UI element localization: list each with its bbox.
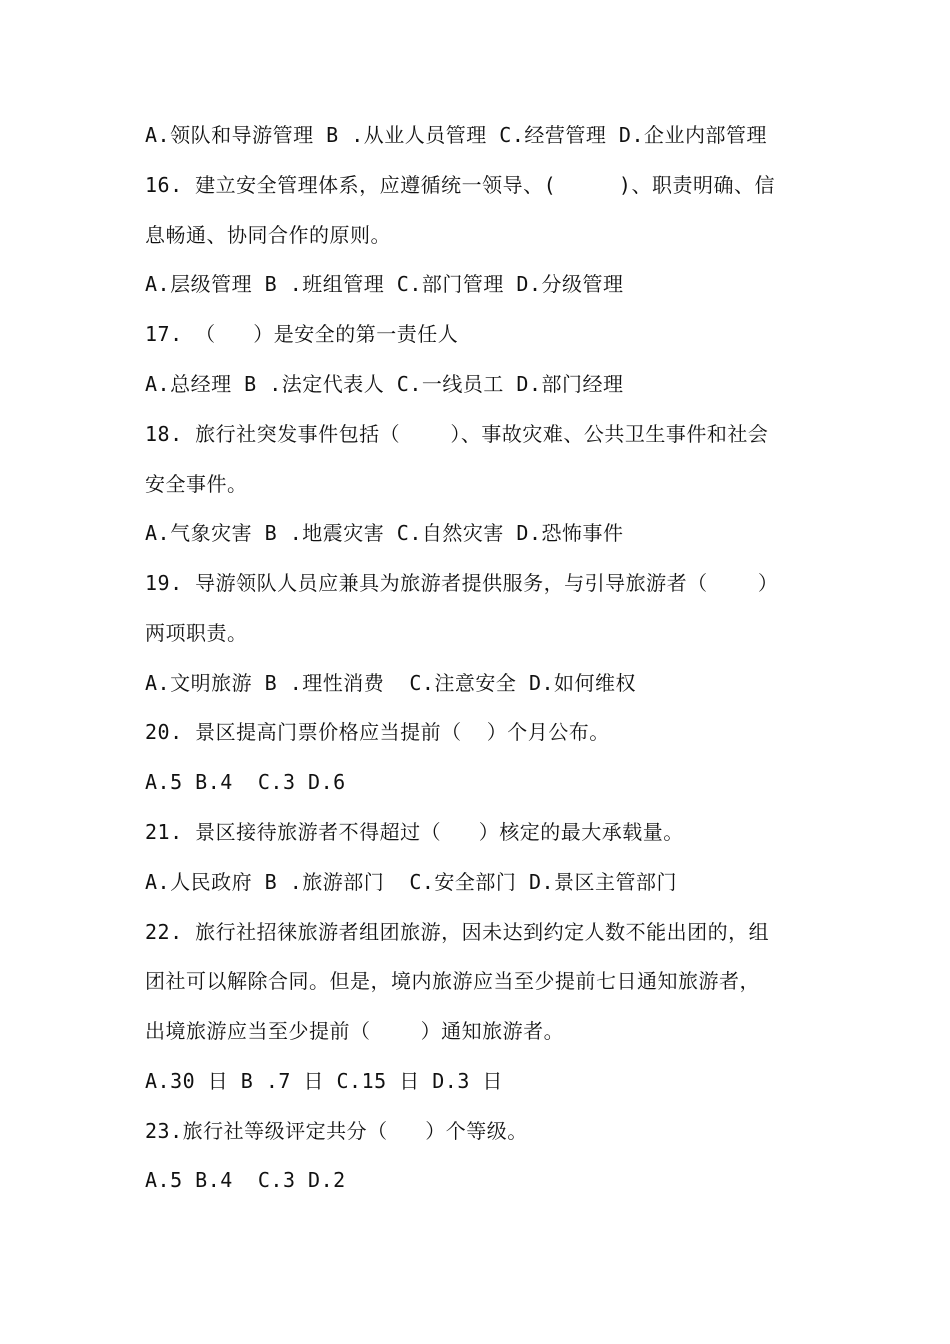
question-18-line-1: 18. 旅行社突发事件包括（ ）、事故灾难、公共卫生事件和社会 — [145, 422, 769, 446]
question-18-line-2: 安全事件。 — [145, 472, 248, 496]
answer-options-16: A.层级管理 B .班组管理 C.部门管理 D.分级管理 — [145, 272, 624, 296]
question-19-line-2: 两项职责。 — [145, 621, 248, 645]
answer-options-22: A.30 日 B .7 日 C.15 日 D.3 日 — [145, 1069, 503, 1093]
question-17: 17. （ ）是安全的第一责任人 — [145, 322, 459, 346]
question-20: 20. 景区提高门票价格应当提前（ ）个月公布。 — [145, 720, 610, 744]
answer-options-19: A.文明旅游 B .理性消费 C.注意安全 D.如何维权 — [145, 671, 637, 695]
question-19-line-1: 19. 导游领队人员应兼具为旅游者提供服务，与引导旅游者（ ） — [145, 571, 779, 595]
question-23: 23.旅行社等级评定共分（ ）个等级。 — [145, 1119, 528, 1143]
answer-options-20: A.5 B.4 C.3 D.6 — [145, 770, 346, 794]
question-22-line-2: 团社可以解除合同。但是，境内旅游应当至少提前七日通知旅游者， — [145, 969, 760, 993]
question-21: 21. 景区接待旅游者不得超过（ ）核定的最大承载量。 — [145, 820, 684, 844]
question-22-line-1: 22. 旅行社招徕旅游者组团旅游，因未达到约定人数不能出团的，组 — [145, 920, 770, 944]
answer-options-21: A.人民政府 B .旅游部门 C.安全部门 D.景区主管部门 — [145, 870, 678, 894]
question-22-line-3: 出境旅游应当至少提前（ ）通知旅游者。 — [145, 1019, 565, 1043]
answer-options-17: A.总经理 B .法定代表人 C.一线员工 D.部门经理 — [145, 372, 624, 396]
answer-options-23: A.5 B.4 C.3 D.2 — [145, 1168, 346, 1192]
question-16-line-2: 息畅通、协同合作的原则。 — [145, 223, 391, 247]
question-16-line-1: 16. 建立安全管理体系，应遵循统一领导、( )、职责明确、信 — [145, 173, 775, 197]
answer-options-18: A.气象灾害 B .地震灾害 C.自然灾害 D.恐怖事件 — [145, 521, 624, 545]
answer-options-15: A.领队和导游管理 B .从业人员管理 C.经营管理 D.企业内部管理 — [145, 123, 767, 147]
